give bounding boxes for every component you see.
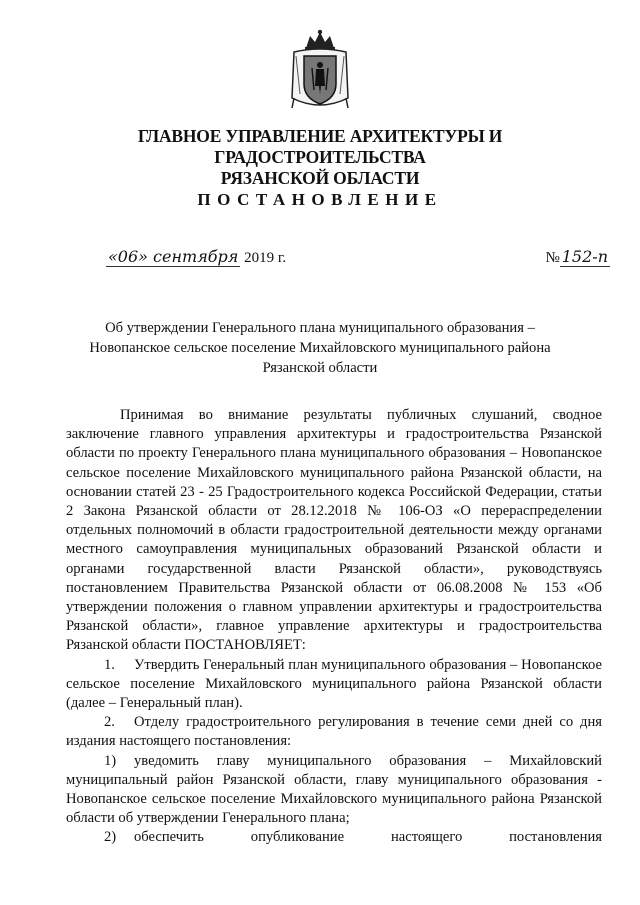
organization-line-2: РЯЗАНСКОЙ ОБЛАСТИ: [220, 168, 420, 188]
clause-1: [66, 656, 602, 714]
date-handwritten: «06» сентября: [108, 247, 239, 266]
subclause-2-text: обеспечить опубликование настоящего постановления: [134, 829, 602, 846]
subject-line-2: Новопанское сельское поселение Михайловского муниципального района: [89, 340, 551, 356]
date-month: сентября: [153, 247, 239, 266]
clause-1-text: Утвердить Генеральный план муниципального образования – Новопанское сельское поселение Михайловского муниципального района Рязанской области (далее – Генеральный план).: [66, 656, 602, 712]
clause-2-text: Отделу градостроительного регулирования в течение семи дней со дня издания настоящего постановления:: [66, 714, 602, 750]
preamble-paragraph: Принимая во внимание результаты публичных слушаний, сводное заключение главного управления архитектуры и градостроительства Рязанской области по проекту Генерального плана муниципального образования – Новопанское сельское поселение Михайловского муниципального района Рязанской области, на основании статей 23 - 25 Градостроительного кодекса Российской Федерации, статьи 2 Закона Рязанской области от 28.12.2018 № 106-ОЗ «О перераспределении отдельных полномочий в области градостроительной деятельности между органами местного самоуправления муниципальных образований Рязанской области и органами государственной власти Рязанской области», руководствуясь постановлением Правительства Рязанской области от 06.08.2008 № 153 «Об утверждении положения о главном управлении архитектуры и градостроительства Рязанской области», главное управление архитектуры и градостроительства Рязанской области ПОСТАНОВЛЯЕТ:: [66, 407, 602, 654]
document-type-title: ПОСТАНОВЛЕНИЕ: [197, 190, 443, 209]
document-date: [106, 247, 286, 267]
coat-of-arms-icon: [290, 28, 350, 114]
subclause-1-text: уведомить главу муниципального образования – Михайловский муниципальный район Рязанской области, главу муниципального образования - Новопанское сельское поселение Михайловского муниципального района Рязанской области об утверждении Генерального плана;: [66, 752, 602, 827]
document-number: [545, 247, 610, 267]
subclause-2-number: 2): [104, 829, 117, 846]
clause-2-number: 2.: [104, 714, 115, 731]
subject-line-3: Рязанской области: [262, 360, 378, 376]
subclause-2: [66, 828, 602, 847]
organization-name: [40, 126, 600, 189]
number-prefix: №: [545, 250, 560, 266]
subclause-1: [66, 752, 602, 829]
clause-1-number: 1.: [104, 656, 115, 673]
date-day: 06: [117, 247, 139, 266]
organization-line-1: ГЛАВНОЕ УПРАВЛЕНИЕ АРХИТЕКТУРЫ И ГРАДОСТРОИТЕЛЬСТВА: [137, 126, 503, 167]
date-year: 2019 г.: [244, 250, 287, 266]
number-handwritten: 152-п: [561, 247, 608, 266]
document-body: [66, 406, 602, 848]
subject-line-1: Об утверждении Генерального плана муниципального образования –: [105, 320, 535, 336]
document-subject: [70, 318, 570, 378]
clause-2: [66, 713, 602, 751]
subclause-1-number: 1): [104, 752, 117, 769]
